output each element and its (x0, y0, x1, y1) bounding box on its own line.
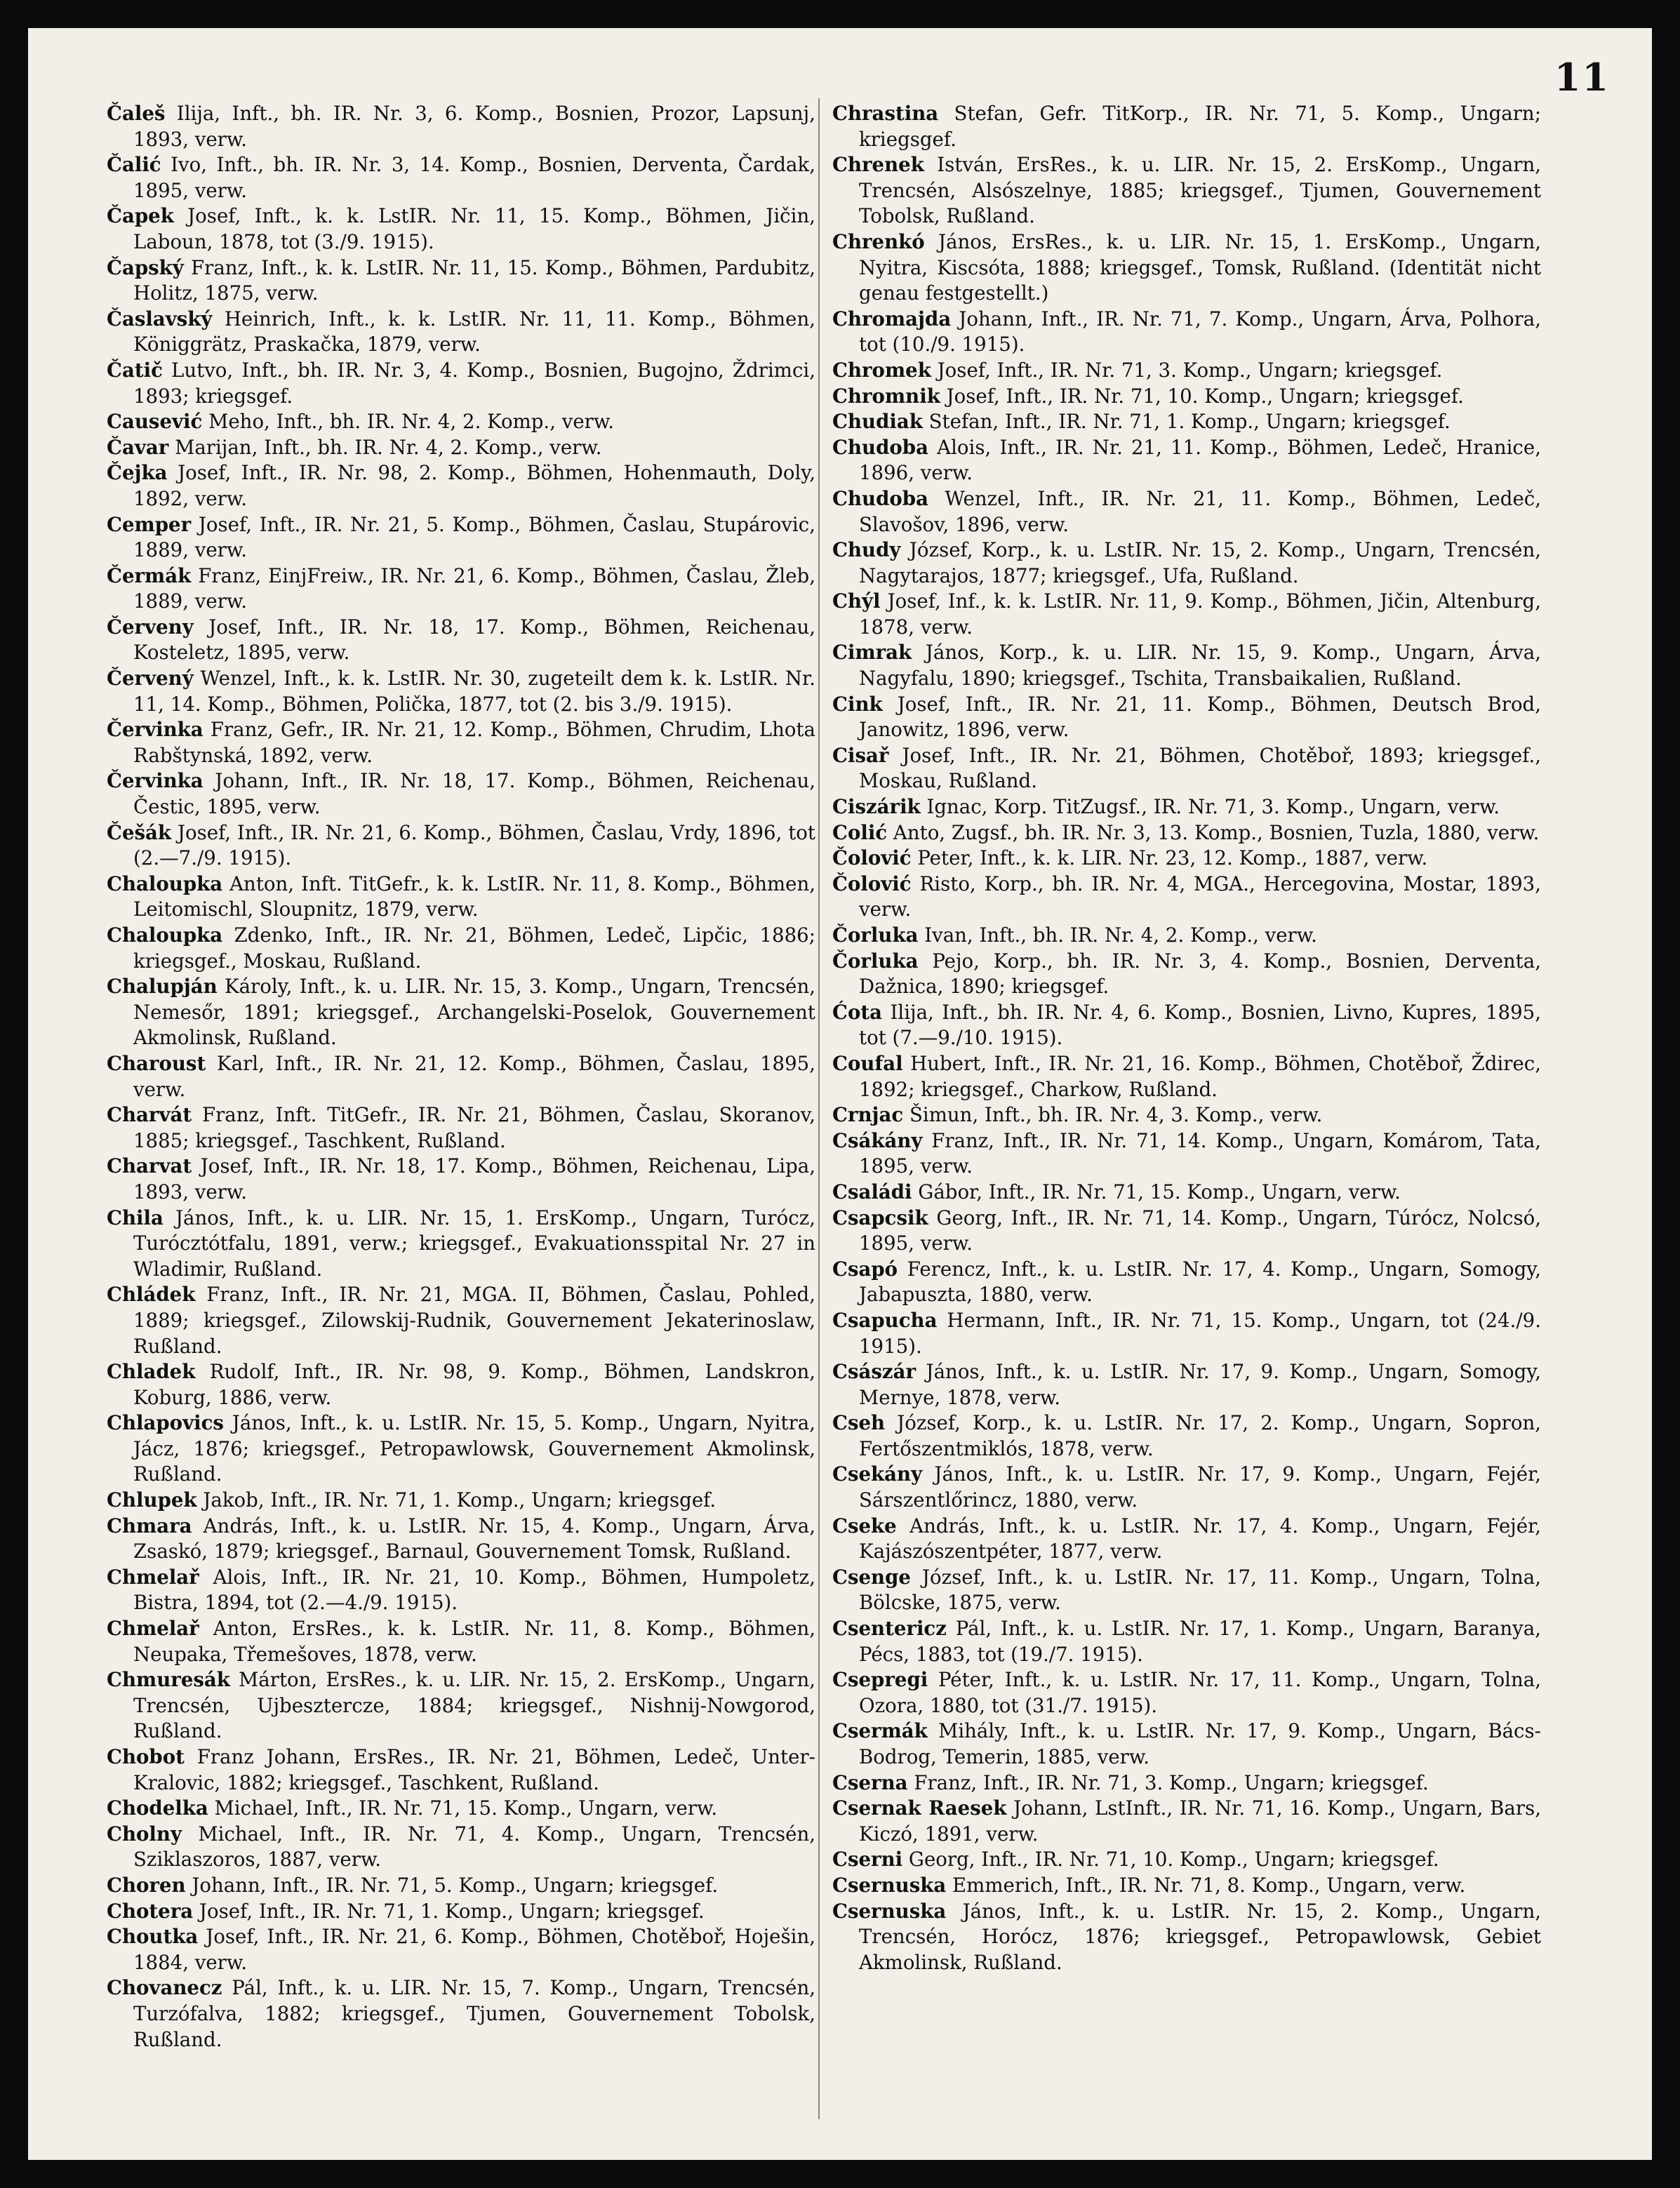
entry-surname: Colić (832, 820, 888, 844)
register-entry (832, 1102, 1541, 1128)
register-entry (107, 1667, 815, 1745)
register-entry (832, 101, 1541, 152)
register-entry (107, 1359, 815, 1410)
entry-surname: Čapek (107, 204, 174, 228)
entry-details: József, Inft., k. u. LstIR. Nr. 17, 11. Komp., Ungarn, Tolna, Bölcske, 1875, verw. (859, 1565, 1541, 1615)
entry-surname: Charvat (107, 1154, 192, 1178)
entry-surname: Chaloupka (107, 872, 223, 895)
entry-details: András, Inft., k. u. LstIR. Nr. 15, 4. Komp., Ungarn, Árva, Zsaskó, 1879; kriegsgef., Barnaul, Gouvernement Tomsk, Rußland. (133, 1514, 815, 1563)
entry-surname: Červinka (107, 769, 204, 793)
entry-details: János, Korp., k. u. LIR. Nr. 15, 9. Komp., Ungarn, Árva, Nagyfalu, 1890; kriegsgef., Tschita, Transbaikalien, Rußland. (859, 641, 1541, 691)
entry-details: János, Inft., k. u. LstIR. Nr. 15, 5. Komp., Ungarn, Nyitra, Jácz, 1876; kriegsgef., Petropawlowsk, Gouvernement Akmolinsk, Rußland. (133, 1411, 815, 1486)
entry-surname: Csentericz (832, 1617, 947, 1641)
entry-details: Pejo, Korp., bh. IR. Nr. 3, 4. Komp., Bosnien, Derventa, Dažnica, 1890; kriegsgef. (859, 949, 1541, 999)
register-entry (832, 538, 1541, 589)
register-entry (832, 1308, 1541, 1359)
entry-surname: Csenge (832, 1565, 911, 1589)
entry-details: Emmerich, Inft., IR. Nr. 71, 8. Komp., Ungarn, verw. (946, 1873, 1466, 1897)
entry-surname: Chromajda (832, 307, 952, 331)
entry-surname: Čermák (107, 563, 192, 587)
register-entry (107, 1616, 815, 1667)
entry-surname: Chmelař (107, 1565, 199, 1589)
register-entry (107, 409, 815, 435)
entry-surname: Crnjac (832, 1103, 904, 1127)
entry-surname: Choutka (107, 1925, 199, 1949)
entry-details: Franz, Inft., IR. Nr. 71, 14. Komp., Ungarn, Komárom, Tata, 1895, verw. (859, 1128, 1541, 1178)
entry-details: Marijan, Inft., bh. IR. Nr. 4, 2. Komp., verw. (168, 435, 602, 459)
entry-details: József, Korp., k. u. LstIR. Nr. 15, 2. Komp., Ungarn, Trencsén, Nagytarajos, 1877; kriegsgef., Ufa, Rußland. (859, 538, 1541, 587)
entry-surname: Chladek (107, 1360, 196, 1384)
entry-details: Wenzel, Inft., k. k. LstIR. Nr. 30, zugeteilt dem k. k. LstIR. Nr. 11, 14. Komp., Böhmen, Polička, 1877, tot (2. bis 3./9. 1915). (133, 667, 815, 716)
entry-details: Mihály, Inft., k. u. LstIR. Nr. 17, 9. Komp., Ungarn, Bács-Bodrog, Temerin, 1885, verw. (859, 1719, 1541, 1768)
register-entry (832, 1719, 1541, 1770)
register-entry (832, 384, 1541, 410)
register-entry (832, 229, 1541, 307)
entry-surname: Čolović (832, 872, 912, 895)
register-entry (107, 1796, 815, 1822)
entry-surname: Csermák (832, 1719, 928, 1743)
entry-details: János, Inft., k. u. LIR. Nr. 15, 1. ErsKomp., Ungarn, Turócz, Turócztótfalu, 1891, verw.; kriegsgef., Evakuationsspital Nr. 27 in Wladimir, Rußland. (133, 1206, 815, 1281)
register-page (28, 28, 1652, 2160)
right-column (832, 101, 1541, 1975)
entry-details: Károly, Inft., k. u. LIR. Nr. 15, 3. Komp., Ungarn, Trencsén, Nemesőr, 1891; kriegsgef., Archangelski-Poselok, Gouvernement Akmolinsk, Rußland. (133, 975, 815, 1050)
register-entry (832, 1847, 1541, 1873)
entry-surname: Čolović (832, 846, 912, 870)
register-entry (107, 1822, 815, 1873)
entry-surname: Cserni (832, 1848, 903, 1872)
entry-details: Josef, Inft., IR. Nr. 18, 17. Komp., Böhmen, Reichenau, Kosteletz, 1895, verw. (133, 615, 815, 665)
register-entry (832, 435, 1541, 486)
entry-surname: Charoust (107, 1051, 206, 1075)
register-entry (832, 1180, 1541, 1206)
entry-details: Ignac, Korp. TitZugsf., IR. Nr. 71, 3. Komp., Ungarn, verw. (920, 795, 1500, 819)
entry-details: Johann, Inft., IR. Nr. 18, 17. Komp., Böhmen, Reichenau, Čestic, 1895, verw. (133, 769, 815, 819)
register-entry (107, 460, 815, 512)
entry-details: József, Korp., k. u. LstIR. Nr. 17, 2. Komp., Ungarn, Sopron, Fertőszentmiklós, 1878, verw. (859, 1411, 1541, 1460)
entry-surname: Chrastina (832, 102, 939, 125)
register-entry (107, 152, 815, 204)
left-column (107, 101, 815, 2053)
register-entry (832, 1359, 1541, 1410)
entry-details: Johann, Inft., IR. Nr. 71, 7. Komp., Ungarn, Árva, Polhora, tot (10./9. 1915). (859, 307, 1541, 356)
entry-surname: Cemper (107, 512, 192, 536)
register-entry (832, 1051, 1541, 1102)
register-entry (832, 1873, 1541, 1899)
register-entry (832, 358, 1541, 384)
entry-details: Michael, Inft., IR. Nr. 71, 15. Komp., Ungarn, verw. (208, 1796, 718, 1820)
register-entry (107, 1924, 815, 1975)
entry-details: Franz, Inft., k. k. LstIR. Nr. 11, 15. Komp., Böhmen, Pardubitz, Holitz, 1875, verw. (133, 255, 815, 305)
entry-surname: Chodelka (107, 1796, 208, 1820)
register-entry (107, 435, 815, 461)
register-entry (832, 794, 1541, 820)
register-entry (107, 1565, 815, 1616)
entry-surname: Češák (107, 820, 172, 844)
entry-details: István, ErsRes., k. u. LIR. Nr. 15, 2. ErsKomp., Ungarn, Trencsén, Alsószelnye, 1885; kriegsgef., Tjumen, Gouvernement Tobolsk, Rußland. (859, 153, 1541, 228)
entry-surname: Ciszárik (832, 795, 921, 819)
register-entry (107, 666, 815, 717)
column-divider (818, 98, 820, 2119)
entry-details: Franz, EinjFreiw., IR. Nr. 21, 6. Komp., Böhmen, Časlau, Žleb, 1889, verw. (133, 563, 815, 613)
entry-surname: Chaloupka (107, 923, 223, 947)
entry-details: Ilija, Inft., bh. IR. Nr. 4, 6. Komp., Bosnien, Livno, Kupres, 1895, tot (7.—9./10. 1915). (859, 1000, 1541, 1050)
register-entry (107, 1102, 815, 1154)
entry-surname: Choren (107, 1873, 186, 1897)
entry-details: Meho, Inft., bh. IR. Nr. 4, 2. Komp., verw. (202, 410, 614, 434)
register-entry (107, 512, 815, 563)
entry-surname: Chládek (107, 1283, 196, 1307)
entry-details: Gábor, Inft., IR. Nr. 71, 15. Komp., Ungarn, verw. (912, 1180, 1401, 1203)
register-entry (832, 307, 1541, 358)
page-number: 11 (1554, 55, 1610, 100)
entry-details: Jakob, Inft., IR. Nr. 71, 1. Komp., Ungarn; kriegsgef. (196, 1488, 716, 1512)
register-entry (832, 1770, 1541, 1796)
entry-surname: Chudiak (832, 410, 923, 434)
register-entry (107, 1282, 815, 1359)
register-entry (832, 1462, 1541, 1513)
entry-surname: Cholny (107, 1822, 182, 1846)
register-entry (107, 1514, 815, 1565)
entry-details: Johann, LstInft., IR. Nr. 71, 16. Komp., Ungarn, Bars, Kiczó, 1891, verw. (859, 1796, 1542, 1846)
entry-surname: Chmelař (107, 1617, 199, 1641)
entry-surname: Chlapovics (107, 1411, 224, 1435)
entry-details: Ivo, Inft., bh. IR. Nr. 3, 14. Komp., Bosnien, Derventa, Čardak, 1895, verw. (133, 153, 815, 202)
entry-surname: Chlupek (107, 1488, 197, 1512)
register-entry (832, 1257, 1541, 1308)
entry-surname: Čejka (107, 461, 168, 485)
register-entry (107, 717, 815, 768)
entry-details: János, ErsRes., k. u. LIR. Nr. 15, 1. ErsKomp., Ungarn, Nyitra, Kiscsóta, 1888; kriegsgef., Tomsk, Rußland. (Identität nicht genau festgestellt.) (859, 229, 1541, 305)
entry-surname: Csapcsik (832, 1206, 928, 1229)
entry-surname: Červinka (107, 718, 204, 742)
entry-surname: Chudy (832, 538, 901, 562)
entry-details: Alois, Inft., IR. Nr. 21, 10. Komp., Böhmen, Humpoletz, Bistra, 1894, tot (2.—4./9. 1915). (133, 1565, 815, 1615)
register-entry (107, 255, 815, 307)
entry-surname: Chudoba (832, 435, 928, 459)
entry-details: Ilija, Inft., bh. IR. Nr. 3, 6. Komp., Bosnien, Prozor, Lapsunj, 1893, verw. (133, 102, 815, 151)
register-entry (832, 923, 1541, 949)
entry-details: Franz, Inft., IR. Nr. 71, 3. Komp., Ungarn; kriegsgef. (907, 1770, 1429, 1794)
entry-details: Franz, Inft., IR. Nr. 21, MGA. II, Böhmen, Časlau, Pohled, 1889; kriegsgef., Zilowskij-Rudnik, Gouvernement Jekaterinoslaw, Rußland. (133, 1283, 815, 1358)
register-entry (107, 307, 815, 358)
entry-details: Pál, Inft., k. u. LstIR. Nr. 17, 1. Komp., Ungarn, Baranya, Pécs, 1883, tot (19./7. 1915). (859, 1617, 1541, 1666)
entry-details: Franz, Gefr., IR. Nr. 21, 12. Komp., Böhmen, Chrudim, Lhota Rabštynská, 1892, verw. (133, 718, 815, 767)
entry-details: Hubert, Inft., IR. Nr. 21, 16. Komp., Böhmen, Chotěboř, Ždirec, 1892; kriegsgef., Charkow, Rußland. (859, 1051, 1541, 1101)
entry-surname: Csákány (832, 1128, 923, 1152)
register-entry (832, 486, 1541, 538)
register-entry (832, 820, 1541, 846)
entry-surname: Csapucha (832, 1308, 938, 1332)
register-entry (107, 204, 815, 255)
entry-details: Márton, ErsRes., k. u. LIR. Nr. 15, 2. ErsKomp., Ungarn, Trencsén, Ujbesztercze, 1884; kriegsgef., Nishnij-Nowgorod, Rußland. (133, 1668, 815, 1743)
register-entry (107, 358, 815, 409)
entry-surname: Csepregi (832, 1668, 928, 1692)
entry-details: Josef, Inft., IR. Nr. 71, 10. Komp., Ungarn; kriegsgef. (940, 384, 1464, 408)
entry-details: János, Inft., k. u. LstIR. Nr. 17, 9. Komp., Ungarn, Fejér, Sárszentlőrincz, 1880, verw. (859, 1462, 1541, 1512)
entry-details: Anton, ErsRes., k. k. LstIR. Nr. 11, 8. Komp., Böhmen, Neupaka, Třemešoves, 1878, verw. (133, 1617, 815, 1666)
register-entry (832, 1128, 1541, 1180)
entry-surname: Csernak Raesek (832, 1796, 1007, 1820)
entry-details: Franz, Inft. TitGefr., IR. Nr. 21, Böhmen, Časlau, Skoranov, 1885; kriegsgef., Taschkent, Rußland. (133, 1103, 815, 1152)
register-entry (107, 101, 815, 152)
entry-surname: Csekány (832, 1462, 923, 1486)
entry-details: Lutvo, Inft., bh. IR. Nr. 3, 4. Komp., Bosnien, Bugojno, Ždrimci, 1893; kriegsgef. (133, 358, 815, 408)
entry-surname: Chrenek (832, 153, 924, 177)
entry-surname: Chýl (832, 589, 881, 613)
register-entry (107, 1873, 815, 1899)
entry-surname: Časlavský (107, 307, 213, 331)
entry-surname: Causević (107, 410, 203, 434)
entry-details: Šimun, Inft., bh. IR. Nr. 4, 3. Komp., verw. (903, 1103, 1323, 1127)
entry-surname: Cisař (832, 743, 889, 767)
register-entry (832, 872, 1541, 923)
entry-details: Péter, Inft., k. u. LstIR. Nr. 17, 11. Komp., Ungarn, Tolna, Ozora, 1880, tot (31./7. 1915). (859, 1668, 1541, 1717)
register-entry (107, 872, 815, 923)
entry-details: Karl, Inft., IR. Nr. 21, 12. Komp., Böhmen, Časlau, 1895, verw. (133, 1051, 815, 1101)
entry-details: Risto, Korp., bh. IR. Nr. 4, MGA., Hercegovina, Mostar, 1893, verw. (859, 872, 1541, 921)
entry-details: Pál, Inft., k. u. LIR. Nr. 15, 7. Komp., Ungarn, Trencsén, Turzófalva, 1882; kriegsgef., Tjumen, Gouvernement Tobolsk, Rußland. (133, 1976, 815, 2051)
entry-surname: Coufal (832, 1051, 903, 1075)
entry-details: János, Inft., k. u. LstIR. Nr. 15, 2. Komp., Ungarn, Trencsén, Horócz, 1876; kriegsgef., Petropawlowsk, Gebiet Akmolinsk, Rußland. (859, 1899, 1541, 1974)
entry-details: Josef, Inft., IR. Nr. 21, Böhmen, Chotěboř, 1893; kriegsgef., Moskau, Rußland. (859, 743, 1541, 793)
register-entry (107, 1051, 815, 1102)
entry-surname: Chila (107, 1206, 164, 1229)
entry-surname: Chalupján (107, 975, 218, 999)
register-entry (832, 1410, 1541, 1462)
register-entry (832, 692, 1541, 743)
entry-details: Johann, Inft., IR. Nr. 71, 5. Komp., Ungarn; kriegsgef. (185, 1873, 719, 1897)
entry-details: Zdenko, Inft., IR. Nr. 21, Böhmen, Ledeč, Lipčic, 1886; kriegsgef., Moskau, Rußland. (133, 923, 815, 973)
register-entry (832, 1565, 1541, 1616)
register-entry (107, 1410, 815, 1488)
register-entry (107, 820, 815, 872)
register-entry (107, 974, 815, 1051)
register-entry (832, 743, 1541, 794)
entry-surname: Ćota (832, 1000, 882, 1024)
entry-surname: Cimrak (832, 641, 912, 665)
register-entry (832, 640, 1541, 691)
entry-surname: Cseke (832, 1514, 897, 1537)
entry-details: Josef, Inf., k. k. LstIR. Nr. 11, 9. Komp., Böhmen, Jičin, Altenburg, 1878, verw. (859, 589, 1541, 639)
entry-details: Rudolf, Inft., IR. Nr. 98, 9. Komp., Böhmen, Landskron, Koburg, 1886, verw. (133, 1360, 815, 1409)
entry-details: Josef, Inft., IR. Nr. 21, 11. Komp., Böhmen, Deutsch Brod, Janowitz, 1896, verw. (859, 692, 1541, 742)
entry-details: Georg, Inft., IR. Nr. 71, 10. Komp., Ungarn; kriegsgef. (902, 1848, 1439, 1872)
register-entry (832, 152, 1541, 229)
entry-surname: Csapó (832, 1257, 898, 1281)
entry-surname: Császár (832, 1360, 916, 1384)
entry-details: Ivan, Inft., bh. IR. Nr. 4, 2. Komp., verw. (918, 923, 1317, 947)
entry-details: Peter, Inft., k. k. LIR. Nr. 23, 12. Komp., 1887, verw. (911, 846, 1428, 870)
register-entry (107, 563, 815, 615)
entry-details: Ferencz, Inft., k. u. LstIR. Nr. 17, 4. Komp., Ungarn, Somogy, Jabapuszta, 1880, verw. (859, 1257, 1541, 1307)
entry-surname: Chotera (107, 1899, 194, 1923)
register-entry (832, 1206, 1541, 1257)
entry-details: Anton, Inft. TitGefr., k. k. LstIR. Nr. 11, 8. Komp., Böhmen, Leitomischl, Sloupnitz, 1879, verw. (133, 872, 815, 921)
entry-surname: Čorluka (832, 949, 919, 973)
register-entry (832, 1796, 1541, 1847)
entry-surname: Chrenkó (832, 229, 925, 253)
entry-details: Hermann, Inft., IR. Nr. 71, 15. Komp., Ungarn, tot (24./9. 1915). (859, 1308, 1541, 1358)
register-entry (107, 1206, 815, 1283)
register-entry (107, 1975, 815, 2053)
entry-surname: Csernuska (832, 1873, 947, 1897)
entry-details: Josef, Inft., IR. Nr. 21, 5. Komp., Böhmen, Časlau, Stupárovic, 1889, verw. (133, 512, 815, 562)
entry-surname: Chudoba (832, 486, 928, 510)
entry-surname: Chovanecz (107, 1976, 222, 2000)
entry-details: Alois, Inft., IR. Nr. 21, 11. Komp., Böhmen, Ledeč, Hranice, 1896, verw. (859, 435, 1541, 485)
entry-details: András, Inft., k. u. LstIR. Nr. 17, 4. Komp., Ungarn, Fejér, Kajászószentpéter, 1877, verw. (859, 1514, 1541, 1563)
entry-details: Josef, Inft., IR. Nr. 98, 2. Komp., Böhmen, Hohenmauth, Doly, 1892, verw. (133, 461, 815, 510)
entry-surname: Čatič (107, 358, 163, 382)
entry-details: Stefan, Inft., IR. Nr. 71, 1. Komp., Ungarn; kriegsgef. (922, 410, 1451, 434)
register-entry (107, 615, 815, 666)
entry-details: Josef, Inft., IR. Nr. 21, 6. Komp., Böhmen, Časlau, Vrdy, 1896, tot (2.—7./9. 1915). (133, 820, 815, 870)
register-entry (832, 409, 1541, 435)
register-entry (832, 949, 1541, 1000)
register-entry (832, 589, 1541, 640)
entry-surname: Chmara (107, 1514, 192, 1537)
entry-surname: Chmuresák (107, 1668, 230, 1692)
entry-surname: Čalić (107, 153, 161, 177)
register-entry (107, 1899, 815, 1925)
register-entry (832, 1899, 1541, 1976)
entry-details: Josef, Inft., IR. Nr. 18, 17. Komp., Böhmen, Reichenau, Lipa, 1893, verw. (133, 1154, 815, 1203)
register-entry (832, 846, 1541, 872)
register-entry (107, 1154, 815, 1205)
entry-details: Franz Johann, ErsRes., IR. Nr. 21, Böhmen, Ledeč, Unter-Kralovic, 1882; kriegsgef., Taschkent, Rußland. (133, 1745, 815, 1794)
entry-details: Michael, Inft., IR. Nr. 71, 4. Komp., Ungarn, Trencsén, Sziklaszoros, 1887, verw. (133, 1822, 815, 1872)
entry-details: Wenzel, Inft., IR. Nr. 21, 11. Komp., Böhmen, Ledeč, Slavošov, 1896, verw. (859, 486, 1541, 536)
entry-surname: Csernuska (832, 1899, 947, 1923)
entry-surname: Chromnik (832, 384, 940, 408)
register-entry (107, 768, 815, 820)
register-entry (832, 1514, 1541, 1565)
entry-surname: Chromek (832, 358, 931, 382)
entry-surname: Cink (832, 692, 883, 716)
entry-surname: Čaleš (107, 102, 166, 125)
register-entry (107, 1745, 815, 1796)
entry-surname: Chobot (107, 1745, 185, 1768)
entry-details: Josef, Inft., IR. Nr. 21, 6. Komp., Böhmen, Chotěboř, Hoješin, 1884, verw. (133, 1925, 815, 1974)
entry-details: Josef, Inft., IR. Nr. 71, 1. Komp., Ungarn; kriegsgef. (193, 1899, 705, 1923)
entry-surname: Čavar (107, 435, 169, 459)
entry-surname: Červený (107, 667, 194, 691)
register-entry (832, 1667, 1541, 1719)
entry-details: Anto, Zugsf., bh. IR. Nr. 3, 13. Komp., Bosnien, Tuzla, 1880, verw. (887, 820, 1540, 844)
entry-details: Georg, Inft., IR. Nr. 71, 14. Komp., Ungarn, Túrócz, Nolcsó, 1895, verw. (859, 1206, 1541, 1255)
entry-surname: Családi (832, 1180, 912, 1203)
register-entry (107, 1488, 815, 1514)
entry-details: Josef, Inft., IR. Nr. 71, 3. Komp., Ungarn; kriegsgef. (931, 358, 1443, 382)
entry-details: Heinrich, Inft., k. k. LstIR. Nr. 11, 11. Komp., Böhmen, Königgrätz, Praskačka, 1879, verw. (133, 307, 815, 356)
entry-surname: Cserna (832, 1770, 908, 1794)
register-entry (832, 1616, 1541, 1667)
register-entry (107, 923, 815, 974)
entry-details: János, Inft., k. u. LstIR. Nr. 17, 9. Komp., Ungarn, Somogy, Mernye, 1878, verw. (859, 1360, 1541, 1409)
entry-surname: Čorluka (832, 923, 919, 947)
entry-surname: Charvát (107, 1103, 192, 1127)
entry-surname: Čapský (107, 255, 184, 279)
entry-surname: Červeny (107, 615, 194, 639)
register-entry (832, 1000, 1541, 1051)
entry-details: Josef, Inft., k. k. LstIR. Nr. 11, 15. Komp., Böhmen, Jičin, Laboun, 1878, tot (3./9. 1915). (133, 204, 815, 253)
entry-details: Stefan, Gefr. TitKorp., IR. Nr. 71, 5. Komp., Ungarn; kriegsgef. (859, 102, 1541, 151)
entry-surname: Cseh (832, 1411, 886, 1435)
